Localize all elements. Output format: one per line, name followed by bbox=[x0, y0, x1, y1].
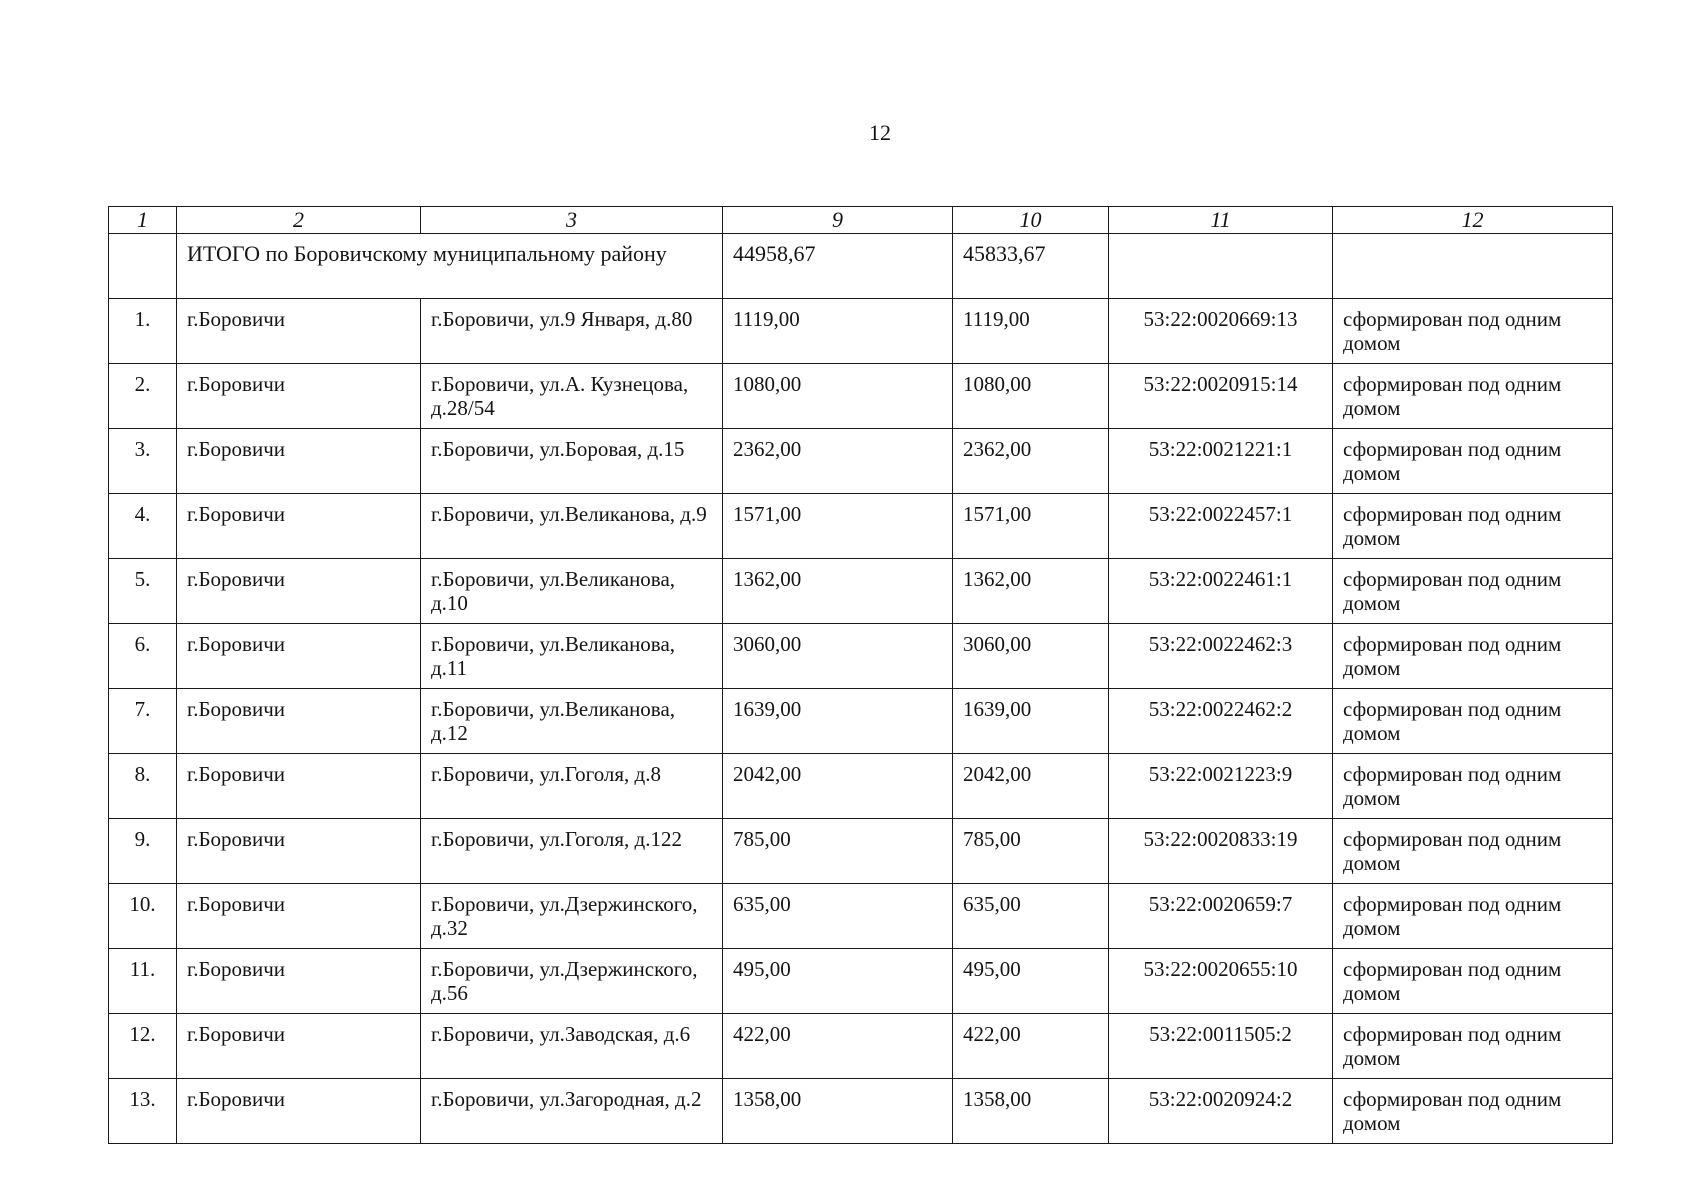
note-cell: сформирован под одним домом bbox=[1333, 364, 1613, 429]
cadastral-number-cell: 53:22:0020924:2 bbox=[1109, 1079, 1333, 1144]
note-cell: сформирован под одним домом bbox=[1333, 559, 1613, 624]
cadastral-number-cell: 53:22:0021223:9 bbox=[1109, 754, 1333, 819]
value-9-cell: 635,00 bbox=[723, 884, 953, 949]
note-cell: сформирован под одним домом bbox=[1333, 884, 1613, 949]
address-cell: г.Боровичи, ул.Великанова, д.12 bbox=[421, 689, 723, 754]
value-10-cell: 1358,00 bbox=[953, 1079, 1109, 1144]
cadastral-number-cell: 53:22:0022462:2 bbox=[1109, 689, 1333, 754]
value-9-cell: 495,00 bbox=[723, 949, 953, 1014]
total-cadastral-cell bbox=[1109, 234, 1333, 299]
value-10-cell: 1571,00 bbox=[953, 494, 1109, 559]
value-9-cell: 3060,00 bbox=[723, 624, 953, 689]
value-9-cell: 2042,00 bbox=[723, 754, 953, 819]
cadastral-number-cell: 53:22:0020915:14 bbox=[1109, 364, 1333, 429]
note-cell: сформирован под одним домом bbox=[1333, 624, 1613, 689]
row-number: 12. bbox=[109, 1014, 177, 1079]
cadastral-number-cell: 53:22:0011505:2 bbox=[1109, 1014, 1333, 1079]
table-row bbox=[109, 754, 1613, 819]
row-number: 5. bbox=[109, 559, 177, 624]
table-row bbox=[109, 624, 1613, 689]
note-cell: сформирован под одним домом bbox=[1333, 1014, 1613, 1079]
row-number: 11. bbox=[109, 949, 177, 1014]
table-row bbox=[109, 949, 1613, 1014]
value-9-cell: 785,00 bbox=[723, 819, 953, 884]
address-cell: г.Боровичи, ул.Гоголя, д.122 bbox=[421, 819, 723, 884]
cadastral-number-cell: 53:22:0022457:1 bbox=[1109, 494, 1333, 559]
column-header: 11 bbox=[1109, 207, 1333, 234]
cadastral-number-cell: 53:22:0021221:1 bbox=[1109, 429, 1333, 494]
address-cell: г.Боровичи, ул.Великанова, д.11 bbox=[421, 624, 723, 689]
value-9-cell: 422,00 bbox=[723, 1014, 953, 1079]
total-value-10: 45833,67 bbox=[953, 234, 1109, 299]
total-label: ИТОГО по Боровичскому муниципальному району bbox=[177, 234, 723, 299]
address-cell: г.Боровичи, ул.Дзержинского, д.56 bbox=[421, 949, 723, 1014]
row-number: 9. bbox=[109, 819, 177, 884]
note-cell: сформирован под одним домом bbox=[1333, 299, 1613, 364]
total-row bbox=[109, 234, 1613, 299]
locality-cell: г.Боровичи bbox=[177, 299, 421, 364]
address-cell: г.Боровичи, ул.Великанова, д.9 bbox=[421, 494, 723, 559]
value-9-cell: 2362,00 bbox=[723, 429, 953, 494]
locality-cell: г.Боровичи bbox=[177, 949, 421, 1014]
row-number: 8. bbox=[109, 754, 177, 819]
row-number: 13. bbox=[109, 1079, 177, 1144]
locality-cell: г.Боровичи bbox=[177, 494, 421, 559]
value-10-cell: 1119,00 bbox=[953, 299, 1109, 364]
value-9-cell: 1571,00 bbox=[723, 494, 953, 559]
value-10-cell: 2362,00 bbox=[953, 429, 1109, 494]
note-cell: сформирован под одним домом bbox=[1333, 689, 1613, 754]
cadastral-number-cell: 53:22:0022461:1 bbox=[1109, 559, 1333, 624]
address-cell: г.Боровичи, ул.Загородная, д.2 bbox=[421, 1079, 723, 1144]
address-cell: г.Боровичи, ул.Заводская, д.6 bbox=[421, 1014, 723, 1079]
column-header: 12 bbox=[1333, 207, 1613, 234]
column-header: 9 bbox=[723, 207, 953, 234]
total-note-cell bbox=[1333, 234, 1613, 299]
value-10-cell: 422,00 bbox=[953, 1014, 1109, 1079]
value-9-cell: 1639,00 bbox=[723, 689, 953, 754]
total-value-9: 44958,67 bbox=[723, 234, 953, 299]
table-row bbox=[109, 689, 1613, 754]
cadastral-number-cell: 53:22:0020655:10 bbox=[1109, 949, 1333, 1014]
table-row bbox=[109, 299, 1613, 364]
table-row bbox=[109, 364, 1613, 429]
locality-cell: г.Боровичи bbox=[177, 364, 421, 429]
value-9-cell: 1362,00 bbox=[723, 559, 953, 624]
note-cell: сформирован под одним домом bbox=[1333, 494, 1613, 559]
note-cell: сформирован под одним домом bbox=[1333, 429, 1613, 494]
locality-cell: г.Боровичи bbox=[177, 429, 421, 494]
note-cell: сформирован под одним домом bbox=[1333, 819, 1613, 884]
value-9-cell: 1119,00 bbox=[723, 299, 953, 364]
value-10-cell: 2042,00 bbox=[953, 754, 1109, 819]
table-row bbox=[109, 559, 1613, 624]
address-cell: г.Боровичи, ул.Дзержинского, д.32 bbox=[421, 884, 723, 949]
value-10-cell: 785,00 bbox=[953, 819, 1109, 884]
value-10-cell: 1639,00 bbox=[953, 689, 1109, 754]
cadastral-number-cell: 53:22:0020669:13 bbox=[1109, 299, 1333, 364]
table-row bbox=[109, 1079, 1613, 1144]
address-cell: г.Боровичи, ул.Боровая, д.15 bbox=[421, 429, 723, 494]
address-cell: г.Боровичи, ул.Великанова, д.10 bbox=[421, 559, 723, 624]
table-row bbox=[109, 494, 1613, 559]
page-number: 12 bbox=[869, 120, 891, 145]
address-cell: г.Боровичи, ул.9 Января, д.80 bbox=[421, 299, 723, 364]
column-header: 10 bbox=[953, 207, 1109, 234]
column-header: 3 bbox=[421, 207, 723, 234]
locality-cell: г.Боровичи bbox=[177, 884, 421, 949]
column-header: 1 bbox=[109, 207, 177, 234]
row-number: 1. bbox=[109, 299, 177, 364]
value-10-cell: 3060,00 bbox=[953, 624, 1109, 689]
locality-cell: г.Боровичи bbox=[177, 754, 421, 819]
locality-cell: г.Боровичи bbox=[177, 624, 421, 689]
table-row bbox=[109, 819, 1613, 884]
locality-cell: г.Боровичи bbox=[177, 559, 421, 624]
locality-cell: г.Боровичи bbox=[177, 819, 421, 884]
row-number: 6. bbox=[109, 624, 177, 689]
value-9-cell: 1358,00 bbox=[723, 1079, 953, 1144]
address-cell: г.Боровичи, ул.Гоголя, д.8 bbox=[421, 754, 723, 819]
value-10-cell: 495,00 bbox=[953, 949, 1109, 1014]
table-row bbox=[109, 429, 1613, 494]
value-9-cell: 1080,00 bbox=[723, 364, 953, 429]
note-cell: сформирован под одним домом bbox=[1333, 1079, 1613, 1144]
row-number: 7. bbox=[109, 689, 177, 754]
row-number: 4. bbox=[109, 494, 177, 559]
table-row bbox=[109, 884, 1613, 949]
column-number-header-row bbox=[109, 207, 1613, 234]
total-num-cell bbox=[109, 234, 177, 299]
row-number: 10. bbox=[109, 884, 177, 949]
note-cell: сформирован под одним домом bbox=[1333, 949, 1613, 1014]
row-number: 2. bbox=[109, 364, 177, 429]
cadastral-number-cell: 53:22:0020833:19 bbox=[1109, 819, 1333, 884]
value-10-cell: 1080,00 bbox=[953, 364, 1109, 429]
locality-cell: г.Боровичи bbox=[177, 1014, 421, 1079]
cadastral-number-cell: 53:22:0022462:3 bbox=[1109, 624, 1333, 689]
value-10-cell: 1362,00 bbox=[953, 559, 1109, 624]
cadastral-number-cell: 53:22:0020659:7 bbox=[1109, 884, 1333, 949]
table-row bbox=[109, 1014, 1613, 1079]
value-10-cell: 635,00 bbox=[953, 884, 1109, 949]
row-number: 3. bbox=[109, 429, 177, 494]
locality-cell: г.Боровичи bbox=[177, 1079, 421, 1144]
column-header: 2 bbox=[177, 207, 421, 234]
address-cell: г.Боровичи, ул.А. Кузнецова, д.28/54 bbox=[421, 364, 723, 429]
locality-cell: г.Боровичи bbox=[177, 689, 421, 754]
land-plots-table bbox=[108, 206, 1613, 1144]
note-cell: сформирован под одним домом bbox=[1333, 754, 1613, 819]
